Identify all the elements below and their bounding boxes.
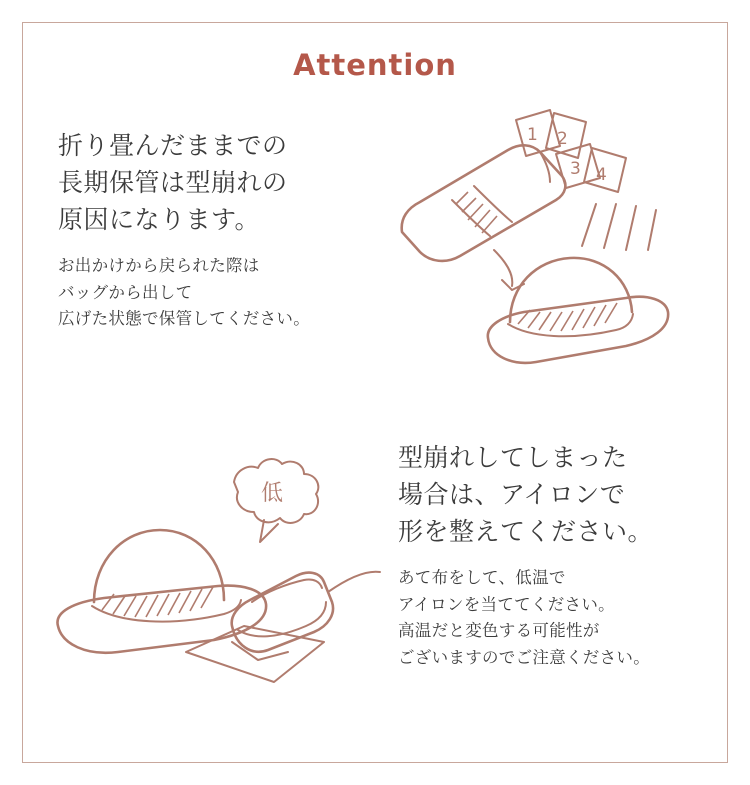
block1-body	[58, 253, 398, 333]
calendar-days-icon	[516, 110, 626, 192]
opened-hat-icon	[488, 258, 668, 363]
block1-body-line-2: バッグから出して	[58, 283, 193, 302]
iron-icon	[232, 572, 380, 660]
calendar-number-2: 2	[557, 129, 568, 149]
calendar-number-1: 1	[527, 125, 538, 145]
hat-and-iron-illustration	[28, 430, 388, 730]
block1-heading-line-2: 長期保管は型崩れの	[58, 169, 288, 197]
block2-heading	[398, 440, 708, 551]
block1-heading-line-1: 折り畳んだままでの	[58, 132, 288, 160]
calendar-number-3: 3	[570, 159, 581, 179]
folded-hat-icon	[402, 145, 566, 261]
block2-body-line-4: ございますのでご注意ください。	[398, 649, 650, 668]
calendar-number-4: 4	[596, 165, 607, 185]
block2-body	[398, 565, 708, 672]
block2-heading-line-1: 型崩れしてしまった	[398, 444, 628, 472]
block1-heading	[58, 128, 398, 239]
block2-heading-line-2: 場合は、アイロンで	[398, 481, 626, 509]
motion-lines-icon	[582, 204, 656, 250]
block2-text-group	[398, 440, 708, 672]
low-temperature-speech-bubble-icon	[234, 459, 318, 542]
block1-body-line-3: 広げた状態で保管してください。	[58, 310, 310, 329]
block1-text-group	[58, 128, 398, 333]
page-title: Attention	[293, 48, 457, 82]
block2-body-line-2: アイロンを当ててください。	[398, 595, 615, 614]
block2-body-line-1: あて布をして、低温で	[398, 569, 566, 587]
arrow-icon	[494, 250, 524, 290]
block2-heading-line-3: 形を整えてください。	[398, 518, 654, 546]
block1-heading-line-3: 原因になります。	[58, 206, 261, 234]
block2-body-line-3: 高温だと変色する可能性が	[398, 622, 600, 641]
pressing-cloth-icon	[186, 626, 324, 682]
block1-body-line-1: お出かけから戻られた際は	[58, 257, 260, 275]
low-temperature-label: 低	[261, 480, 284, 505]
folded-hat-and-opened-hat-illustration	[390, 100, 720, 400]
